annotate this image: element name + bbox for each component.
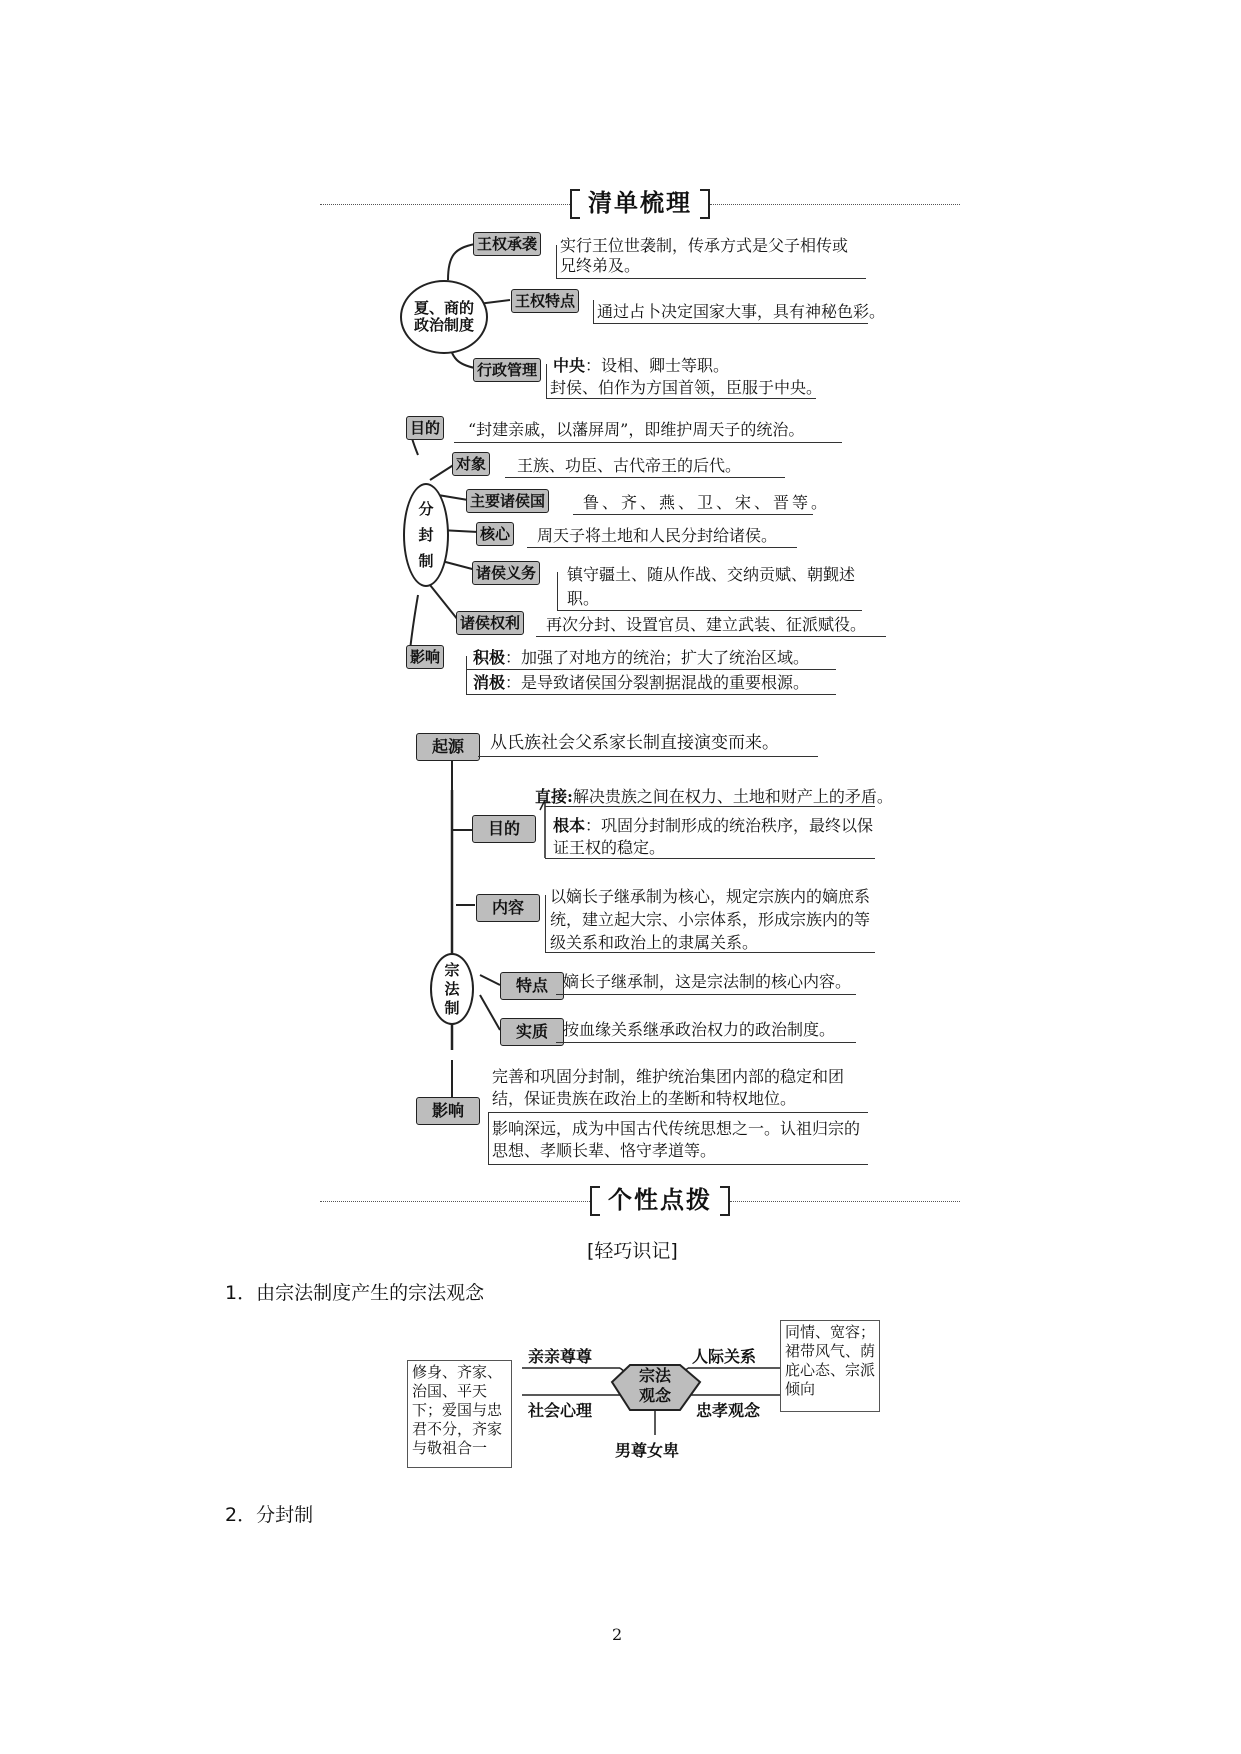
- label-zhongxiao-guannian: 忠孝观念: [696, 1401, 761, 1420]
- text-jiji: 积极：加强了对地方的统治；扩大了统治区域。: [473, 648, 810, 667]
- underline: [478, 756, 818, 757]
- subtitle-qingqiao: [轻巧识记]: [587, 1240, 678, 1262]
- underline: [488, 1112, 868, 1113]
- bracket-line: [488, 1112, 489, 1164]
- text-wangquan-tedian: 通过占卜决定国家大事，具有神秘色彩。: [597, 302, 886, 321]
- banner-title: 清单梳理: [570, 187, 710, 219]
- bracket-line: [546, 364, 547, 398]
- tag-qiyuan: 起源: [416, 733, 480, 761]
- tag-yingxiang: 影响: [406, 645, 444, 669]
- underline: [556, 994, 856, 995]
- underline: [536, 636, 886, 637]
- page-number: 2: [612, 1625, 623, 1644]
- bracket-line: [545, 895, 546, 952]
- tag-hexin: 核心: [476, 522, 514, 546]
- label-nanzun-nvbei: 男尊女卑: [615, 1441, 680, 1460]
- text-qiyuan: 从氏族社会父系家长制直接演变而来。: [490, 733, 779, 753]
- tag-xingzheng-guanli: 行政管理: [473, 358, 541, 382]
- text-yingxiang-2: 影响深远，成为中国古代传统思想之一。认祖归宗的思想、孝顺长辈、恪守孝道等。: [492, 1119, 861, 1160]
- bracket-line: [556, 245, 557, 278]
- center-fenfengzhi: 分封制: [403, 483, 449, 587]
- text-zhuhou-quanli: 再次分封、设置官员、建立武装、征派赋役。: [546, 615, 867, 634]
- tag-duixiang: 对象: [452, 452, 490, 476]
- tip-item-2: 2．分封制: [225, 1504, 314, 1526]
- text-neirong: 以嫡长子继承制为核心，规定宗族内的嫡庶系统，建立起大宗、小宗体系，形成宗族内的等级关系和政治上的隶属关系。: [550, 887, 871, 952]
- tag-wangquan-tedian: 王权特点: [511, 289, 579, 313]
- text-fenghou: 封侯、伯作为方国首领，臣服于中央。: [550, 378, 823, 397]
- underline: [454, 442, 842, 443]
- underline: [557, 610, 862, 611]
- text-yingxiang-1: 完善和巩固分封制，维护统治集团内部的稳定和团结，保证贵族在政治上的垄断和特权地位。: [492, 1067, 845, 1108]
- banner-title: 个性点拨: [590, 1184, 730, 1216]
- hex-center: 宗法观念: [638, 1366, 671, 1405]
- underline: [466, 669, 836, 670]
- bracket-line: [557, 572, 558, 610]
- text-tedian: 嫡长子继承制，这是宗法制的核心内容。: [563, 972, 852, 991]
- dotted-rule: [320, 1201, 590, 1202]
- underline: [466, 694, 836, 695]
- tag-zhuhou-quanli: 诸侯权利: [456, 611, 524, 635]
- underline: [505, 477, 785, 478]
- underline: [527, 547, 797, 548]
- underline: [556, 1042, 856, 1043]
- underline: [545, 806, 875, 807]
- text-zhijie: 直接:解决贵族之间在权力、土地和财产上的矛盾。: [535, 787, 893, 806]
- underline: [593, 323, 868, 324]
- label-renji-guanxi: 人际关系: [692, 1347, 757, 1366]
- tag-zhuyao-zhuhouguo: 主要诸侯国: [466, 489, 549, 513]
- tag-wangquan-chengxi: 王权承袭: [473, 232, 541, 256]
- underline: [556, 278, 866, 279]
- label-qinqin-zunzun: 亲亲尊尊: [528, 1347, 593, 1366]
- left-box: 修身、齐家、治国、平天下；爱国与忠君不分，齐家与敬祖合一: [407, 1360, 512, 1468]
- bracket-line: [466, 656, 467, 694]
- underline: [545, 952, 875, 953]
- text-hexin: 周天子将土地和人民分封给诸侯。: [537, 526, 778, 545]
- bracket-line: [593, 300, 594, 323]
- tag-mudi: 目的: [406, 416, 444, 440]
- center-xia-shang: 夏、商的政治制度: [400, 280, 488, 354]
- tag-yingxiang-zongfa: 影响: [416, 1097, 480, 1125]
- underline: [573, 514, 813, 515]
- bracket-left: [590, 1186, 600, 1216]
- text-zhuhou-yiwu: 镇守疆土、随从作战、交纳贡赋、朝觐述职。: [567, 565, 856, 608]
- right-box: 同情、宽容；裙带风气、荫庇心态、宗派倾向: [780, 1320, 880, 1412]
- text-xiaoji: 消极：是导致诸侯国分裂割据混战的重要根源。: [473, 673, 810, 692]
- tag-tedian: 特点: [500, 972, 564, 1000]
- text-wangquan-chengxi: 实行王位世袭制，传承方式是父子相传或兄终弟及。: [560, 236, 849, 275]
- text-genben: 根本：巩固分封制形成的统治秩序，最终以保证王权的稳定。: [553, 816, 874, 857]
- underline: [545, 858, 875, 859]
- tag-shizhi: 实质: [500, 1018, 564, 1046]
- underline: [546, 398, 816, 399]
- tag-zhuhou-yiwu: 诸侯义务: [472, 561, 540, 585]
- text-zhongyang: 中央：设相、卿士等职。: [553, 356, 730, 375]
- text-duixiang: 王族、功臣、古代帝王的后代。: [517, 456, 742, 475]
- label-shehui-xinli: 社会心理: [528, 1401, 593, 1420]
- underline: [488, 1164, 868, 1165]
- center-zongfazhi: 宗法制: [430, 953, 474, 1025]
- tag-neirong: 内容: [476, 894, 540, 922]
- text-shizhi: 按血缘关系继承政治权力的政治制度。: [563, 1020, 836, 1039]
- text-zhuyao-zhuhouguo: 鲁、齐、燕、卫、宋、晋等。: [583, 493, 831, 512]
- bracket-right: [720, 1186, 730, 1216]
- text-mudi: “封建亲戚，以藩屏周”，即维护周天子的统治。: [468, 420, 805, 439]
- tag-mudi-zongfa: 目的: [472, 815, 536, 843]
- banner-gexing: [320, 1184, 960, 1218]
- dotted-rule: [730, 1201, 960, 1202]
- tip-item-1: 1．由宗法制度产生的宗法观念: [225, 1282, 485, 1304]
